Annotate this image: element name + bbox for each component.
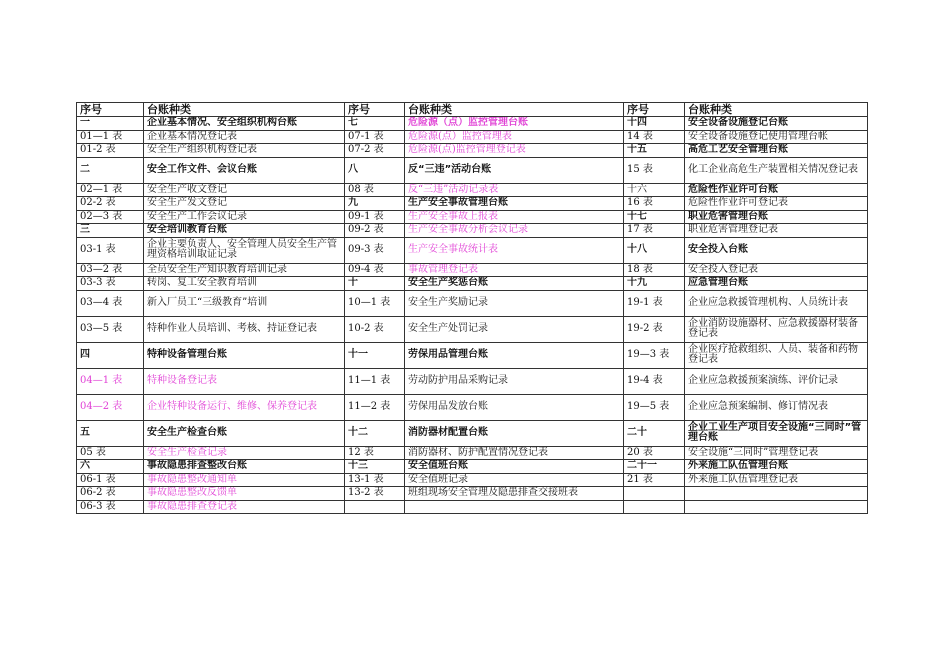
ledger-type-cell: 安全设备设施登记台账 bbox=[685, 117, 868, 131]
table-row bbox=[77, 500, 868, 514]
row-number-cell: 十八 bbox=[624, 237, 685, 263]
ledger-type-cell: 企业医疗抢救组织、人员、装备和药物登记表 bbox=[685, 342, 868, 368]
row-number-cell: 19-4 表 bbox=[624, 368, 685, 394]
row-number-cell: 10—1 表 bbox=[345, 290, 405, 316]
row-number-cell: 十 bbox=[345, 277, 405, 291]
ledger-type-cell: 特种作业人员培训、考核、持证登记表 bbox=[144, 316, 345, 342]
ledger-type-cell: 安全生产收文登记 bbox=[144, 183, 345, 197]
ledger-type-cell: 安全培训教育台账 bbox=[144, 224, 345, 238]
row-number-cell: 21 表 bbox=[624, 473, 685, 487]
row-number-cell: 十三 bbox=[345, 460, 405, 474]
ledger-type-cell: 事故隐患整改通知单 bbox=[144, 473, 345, 487]
row-number-cell: 06-3 表 bbox=[77, 500, 144, 514]
row-number-cell: 二十 bbox=[624, 420, 685, 446]
row-number-cell: 十五 bbox=[624, 144, 685, 158]
row-number-cell: 七 bbox=[345, 117, 405, 131]
ledger-type-cell: 反“三违”活动记录表 bbox=[405, 183, 624, 197]
header-cell-number: 序号 bbox=[345, 103, 405, 117]
row-number-cell: 18 表 bbox=[624, 263, 685, 277]
ledger-type-cell: 消防器材配置台账 bbox=[405, 420, 624, 446]
ledger-type-cell: 安全工作文件、会议台账 bbox=[144, 157, 345, 183]
table-body bbox=[77, 103, 868, 514]
row-number-cell: 十四 bbox=[624, 117, 685, 131]
table-row bbox=[77, 316, 868, 342]
table-row bbox=[77, 342, 868, 368]
table-row bbox=[77, 144, 868, 158]
row-number-cell: 07-1 表 bbox=[345, 130, 405, 144]
row-number-cell: 13-2 表 bbox=[345, 487, 405, 501]
table-row bbox=[77, 130, 868, 144]
row-number-cell: 九 bbox=[345, 197, 405, 211]
ledger-type-cell bbox=[685, 500, 868, 514]
row-number-cell: 07-2 表 bbox=[345, 144, 405, 158]
ledger-type-cell: 职业危害管理台账 bbox=[685, 210, 868, 224]
header-row bbox=[77, 103, 868, 117]
row-number-cell: 09-2 表 bbox=[345, 224, 405, 238]
row-number-cell: 十一 bbox=[345, 342, 405, 368]
ledger-type-cell: 外来施工队伍管理登记表 bbox=[685, 473, 868, 487]
ledger-type-cell: 消防器材、防护配置情况登记表 bbox=[405, 446, 624, 460]
ledger-type-cell: 企业特种设备运行、维修、保养登记表 bbox=[144, 394, 345, 420]
table-row bbox=[77, 487, 868, 501]
ledger-type-cell: 生产安全事故统计表 bbox=[405, 237, 624, 263]
ledger-type-cell: 生产安全事故上报表 bbox=[405, 210, 624, 224]
row-number-cell: 19—5 表 bbox=[624, 394, 685, 420]
row-number-cell: 08 表 bbox=[345, 183, 405, 197]
row-number-cell: 三 bbox=[77, 224, 144, 238]
ledger-type-cell: 安全生产检查记录 bbox=[144, 446, 345, 460]
ledger-type-cell: 安全生产工作会议记录 bbox=[144, 210, 345, 224]
row-number-cell: 一 bbox=[77, 117, 144, 131]
table-row bbox=[77, 183, 868, 197]
row-number-cell: 五 bbox=[77, 420, 144, 446]
row-number-cell: 十二 bbox=[345, 420, 405, 446]
ledger-type-cell: 危险性作业许可台账 bbox=[685, 183, 868, 197]
ledger-type-cell: 安全设施“三同时”管理登记表 bbox=[685, 446, 868, 460]
ledger-type-cell: 事故隐患排查整改台账 bbox=[144, 460, 345, 474]
ledger-type-cell: 特种设备管理台账 bbox=[144, 342, 345, 368]
ledger-type-cell: 安全值班记录 bbox=[405, 473, 624, 487]
row-number-cell: 06-1 表 bbox=[77, 473, 144, 487]
row-number-cell: 02—3 表 bbox=[77, 210, 144, 224]
ledger-type-cell: 企业主要负责人、安全管理人员安全生产管理资格培训取证记录 bbox=[144, 237, 345, 263]
table-row bbox=[77, 263, 868, 277]
row-number-cell: 05 表 bbox=[77, 446, 144, 460]
row-number-cell: 十七 bbox=[624, 210, 685, 224]
row-number-cell: 10-2 表 bbox=[345, 316, 405, 342]
ledger-type-cell: 应急管理台账 bbox=[685, 277, 868, 291]
ledger-type-cell: 企业消防设施器材、应急救援器材装备登记表 bbox=[685, 316, 868, 342]
header-cell-ledger-type: 台账种类 bbox=[685, 103, 868, 117]
ledger-type-cell: 班组现场安全管理及隐患排查交接班表 bbox=[405, 487, 624, 501]
row-number-cell bbox=[624, 487, 685, 501]
row-number-cell: 二 bbox=[77, 157, 144, 183]
table-row bbox=[77, 277, 868, 291]
ledger-type-cell: 安全值班台账 bbox=[405, 460, 624, 474]
row-number-cell: 19-2 表 bbox=[624, 316, 685, 342]
ledger-type-cell: 生产安全事故分析会议记录 bbox=[405, 224, 624, 238]
ledger-type-cell: 职业危害管理登记表 bbox=[685, 224, 868, 238]
ledger-type-cell: 劳保用品管理台账 bbox=[405, 342, 624, 368]
ledger-type-cell: 外来施工队伍管理台账 bbox=[685, 460, 868, 474]
row-number-cell: 六 bbox=[77, 460, 144, 474]
ledger-type-cell: 安全生产奖惩台账 bbox=[405, 277, 624, 291]
row-number-cell: 12 表 bbox=[345, 446, 405, 460]
row-number-cell: 四 bbox=[77, 342, 144, 368]
ledger-type-cell bbox=[685, 487, 868, 501]
table-row bbox=[77, 368, 868, 394]
row-number-cell: 04—1 表 bbox=[77, 368, 144, 394]
ledger-type-cell: 劳保用品发放台账 bbox=[405, 394, 624, 420]
table-row bbox=[77, 394, 868, 420]
ledger-type-cell: 转岗、复工安全教育培训 bbox=[144, 277, 345, 291]
row-number-cell: 01—1 表 bbox=[77, 130, 144, 144]
row-number-cell: 八 bbox=[345, 157, 405, 183]
ledger-type-cell: 安全生产检查台账 bbox=[144, 420, 345, 446]
table-row bbox=[77, 237, 868, 263]
table-row bbox=[77, 197, 868, 211]
ledger-type-cell: 安全设备设施登记使用管理台帐 bbox=[685, 130, 868, 144]
ledger-type-cell: 事故管理登记表 bbox=[405, 263, 624, 277]
ledger-type-cell: 安全生产组织机构登记表 bbox=[144, 144, 345, 158]
row-number-cell: 19—3 表 bbox=[624, 342, 685, 368]
ledger-type-cell: 生产安全事故管理台账 bbox=[405, 197, 624, 211]
row-number-cell: 03—4 表 bbox=[77, 290, 144, 316]
row-number-cell: 19-1 表 bbox=[624, 290, 685, 316]
ledger-type-cell: 企业基本情况登记表 bbox=[144, 130, 345, 144]
ledger-type-cell: 安全生产处罚记录 bbox=[405, 316, 624, 342]
row-number-cell: 02—1 表 bbox=[77, 183, 144, 197]
ledger-type-cell: 特种设备登记表 bbox=[144, 368, 345, 394]
ledger-type-cell: 危险源（点）监控管理台账 bbox=[405, 117, 624, 131]
row-number-cell bbox=[345, 500, 405, 514]
table-row bbox=[77, 117, 868, 131]
row-number-cell: 09-4 表 bbox=[345, 263, 405, 277]
row-number-cell: 十六 bbox=[624, 183, 685, 197]
row-number-cell: 16 表 bbox=[624, 197, 685, 211]
row-number-cell: 11—2 表 bbox=[345, 394, 405, 420]
ledger-type-cell: 事故隐患排查登记表 bbox=[144, 500, 345, 514]
table-row bbox=[77, 446, 868, 460]
row-number-cell: 03-3 表 bbox=[77, 277, 144, 291]
row-number-cell: 06-2 表 bbox=[77, 487, 144, 501]
ledger-type-cell: 新入厂员工“三级教育”培训 bbox=[144, 290, 345, 316]
ledger-type-cell: 全员安全生产知识教育培训记录 bbox=[144, 263, 345, 277]
table-row bbox=[77, 473, 868, 487]
table-row bbox=[77, 157, 868, 183]
ledger-type-cell: 企业基本情况、安全组织机构台账 bbox=[144, 117, 345, 131]
row-number-cell: 十九 bbox=[624, 277, 685, 291]
ledger-type-cell: 企业应急预案编制、修订情况表 bbox=[685, 394, 868, 420]
table-row bbox=[77, 210, 868, 224]
ledger-type-cell: 危险性作业许可登记表 bbox=[685, 197, 868, 211]
ledger-type-cell bbox=[405, 500, 624, 514]
row-number-cell: 09-3 表 bbox=[345, 237, 405, 263]
table-row bbox=[77, 290, 868, 316]
ledger-type-cell: 反“三违”活动台账 bbox=[405, 157, 624, 183]
row-number-cell: 14 表 bbox=[624, 130, 685, 144]
ledger-type-cell: 安全投入台账 bbox=[685, 237, 868, 263]
ledger-type-cell: 事故隐患整改反馈单 bbox=[144, 487, 345, 501]
row-number-cell: 13-1 表 bbox=[345, 473, 405, 487]
row-number-cell: 04—2 表 bbox=[77, 394, 144, 420]
row-number-cell: 17 表 bbox=[624, 224, 685, 238]
ledger-type-cell: 危险源(点)监控管理登记表 bbox=[405, 144, 624, 158]
ledger-type-cell: 安全生产发文登记 bbox=[144, 197, 345, 211]
ledger-type-cell: 企业工业生产项目安全设施“三同时”管理台账 bbox=[685, 420, 868, 446]
header-cell-ledger-type: 台账种类 bbox=[144, 103, 345, 117]
row-number-cell: 11—1 表 bbox=[345, 368, 405, 394]
ledger-type-cell: 安全生产奖励记录 bbox=[405, 290, 624, 316]
row-number-cell: 03—5 表 bbox=[77, 316, 144, 342]
row-number-cell: 02-2 表 bbox=[77, 197, 144, 211]
ledger-type-cell: 劳动防护用品采购记录 bbox=[405, 368, 624, 394]
header-cell-number: 序号 bbox=[624, 103, 685, 117]
row-number-cell: 二十一 bbox=[624, 460, 685, 474]
ledger-type-cell: 企业应急救援预案演练、评价记录 bbox=[685, 368, 868, 394]
ledger-type-cell: 企业应急救援管理机构、人员统计表 bbox=[685, 290, 868, 316]
row-number-cell bbox=[624, 500, 685, 514]
ledger-type-cell: 安全投入登记表 bbox=[685, 263, 868, 277]
row-number-cell: 09-1 表 bbox=[345, 210, 405, 224]
row-number-cell: 03-1 表 bbox=[77, 237, 144, 263]
table-row bbox=[77, 460, 868, 474]
ledger-type-cell: 化工企业高危生产装置相关情况登记表 bbox=[685, 157, 868, 183]
row-number-cell: 20 表 bbox=[624, 446, 685, 460]
header-cell-ledger-type: 台账种类 bbox=[405, 103, 624, 117]
ledger-index-table bbox=[76, 102, 868, 514]
table-row bbox=[77, 224, 868, 238]
ledger-type-cell: 高危工艺安全管理台账 bbox=[685, 144, 868, 158]
header-cell-number: 序号 bbox=[77, 103, 144, 117]
row-number-cell: 15 表 bbox=[624, 157, 685, 183]
ledger-type-cell: 危险源(点）监控管理表 bbox=[405, 130, 624, 144]
row-number-cell: 01-2 表 bbox=[77, 144, 144, 158]
table-row bbox=[77, 420, 868, 446]
row-number-cell: 03—2 表 bbox=[77, 263, 144, 277]
